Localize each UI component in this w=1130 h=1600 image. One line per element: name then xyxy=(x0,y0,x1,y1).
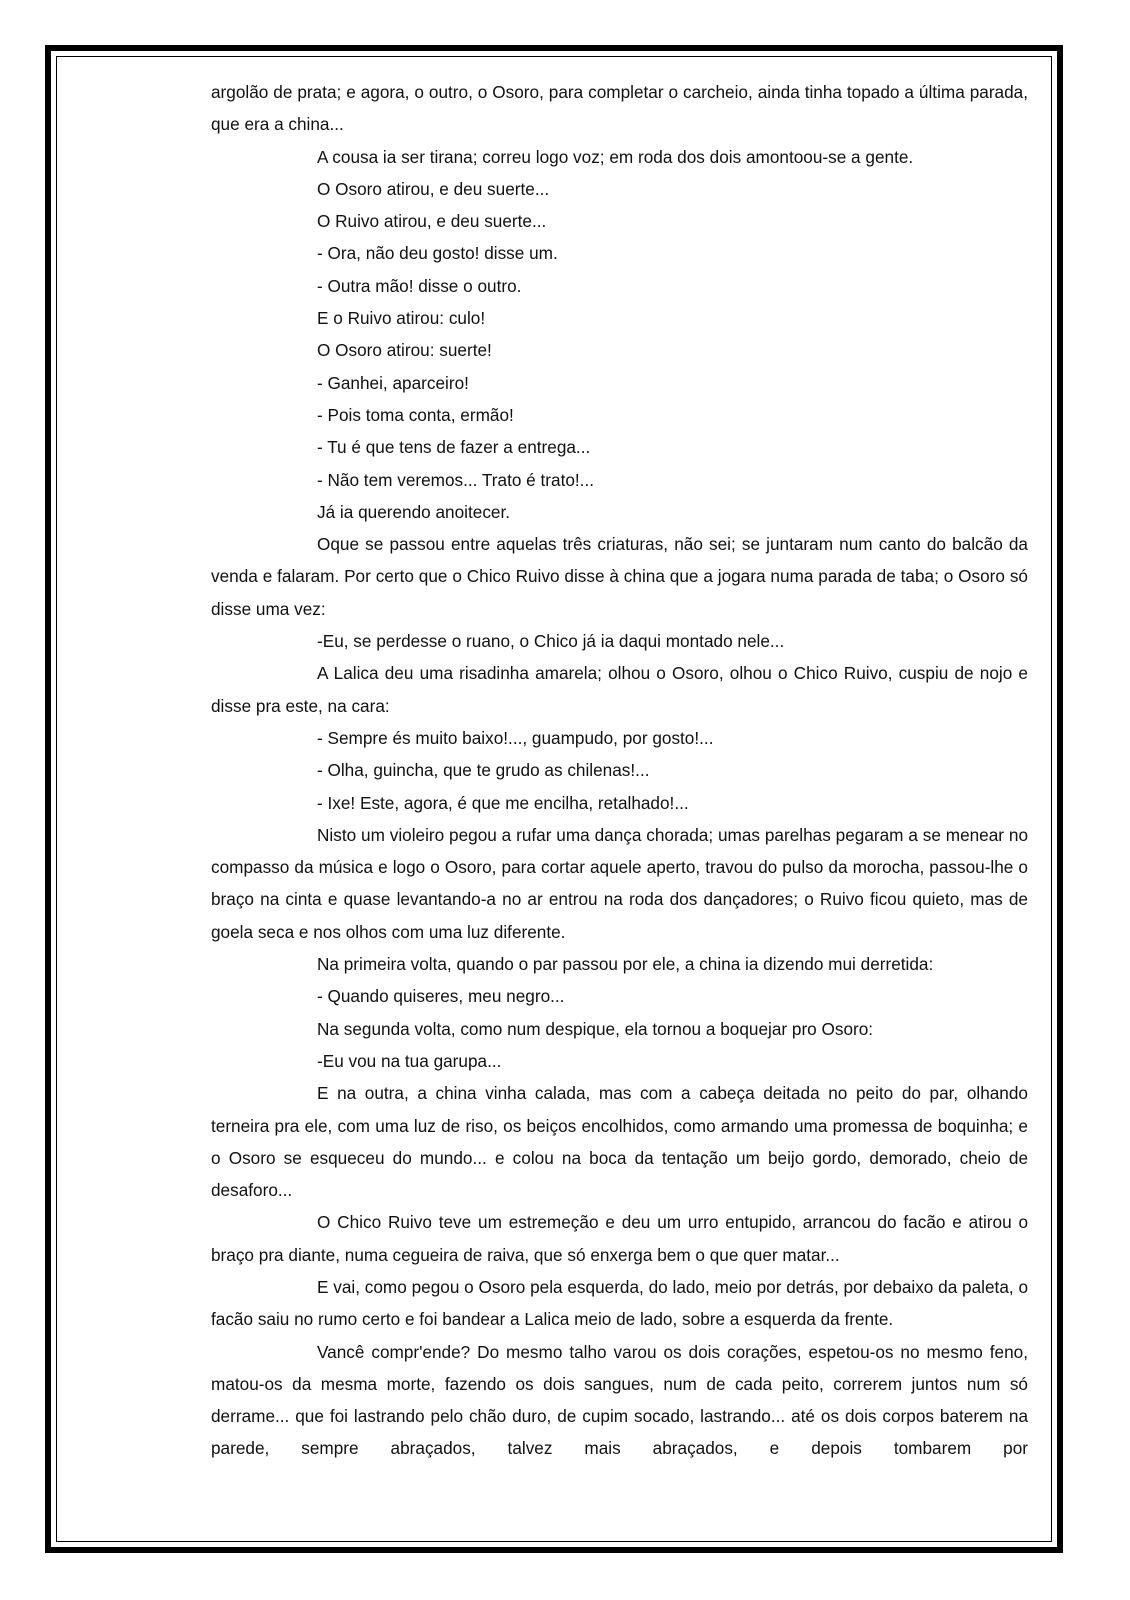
paragraph: Vancê compr'ende? Do mesmo talho varou os dois corações, espetou-os no mesmo feno, matou-os da mesma morte, fazendo os dois sangues, num de cada peito, correrem juntos num só derrame... que foi lastrando pelo chão duro, de cupim socado, lastrando... até os dois corpos baterem na parede, sempre abraçados, talvez mais abraçados, e depois tombarem por xyxy=(211,1341,1028,1459)
paragraph: O Osoro atirou: suerte! xyxy=(317,340,492,361)
paragraph: - Outra mão! disse o outro. xyxy=(317,275,522,296)
paragraph: O Osoro atirou, e deu suerte... xyxy=(317,178,550,199)
paragraph: E vai, como pegou o Osoro pela esquerda, do lado, meio por detrás, por debaixo da paleta, o facão saiu no rumo certo e foi bandear a Lalica meio de lado, sobre a esquerda da frente. xyxy=(211,1276,1028,1330)
paragraph: - Quando quiseres, meu negro... xyxy=(317,986,565,1007)
paragraph: Oque se passou entre aquelas três criaturas, não sei; se juntaram num canto do balcão da venda e falaram. Por certo que o Chico Ruivo disse à china que a jogara numa parada de taba; o Osoro só disse uma vez: xyxy=(211,534,1028,619)
paragraph: - Olha, guincha, que te grudo as chilenas!... xyxy=(317,760,650,781)
paragraph: -Eu vou na tua garupa... xyxy=(317,1050,502,1071)
paragraph: A cousa ia ser tirana; correu logo voz; em roda dos dois amontoou-se a gente. xyxy=(317,146,914,167)
paragraph: - Não tem veremos... Trato é trato!... xyxy=(317,469,595,490)
paragraph: E na outra, a china vinha calada, mas com a cabeça deitada no peito do par, olhando terneira pra ele, com uma luz de riso, os beiços encolhidos, como armando uma promessa de boquinha; e o Osoro se esqueceu do mundo... e colou na boca da tentação um beijo gordo, demorado, cheio de desaforo... xyxy=(211,1083,1028,1201)
paragraph: - Pois toma conta, ermão! xyxy=(317,404,514,425)
paragraph: Na segunda volta, como num despique, ela tornou a boquejar pro Osoro: xyxy=(317,1018,874,1039)
paragraph: argolão de prata; e agora, o outro, o Osoro, para completar o carcheio, ainda tinha topado a última parada, que era a china... xyxy=(211,82,1028,135)
paragraph: - Ixe! Este, agora, é que me encilha, retalhado!... xyxy=(317,792,689,813)
paragraph: O Chico Ruivo teve um estremeção e deu um urro entupido, arrancou do facão e atirou o braço pra diante, numa cegueira de raiva, que só enxerga bem o que quer matar... xyxy=(211,1212,1028,1265)
paragraph: A Lalica deu uma risadinha amarela; olhou o Osoro, olhou o Chico Ruivo, cuspiu de nojo e disse pra este, na cara: xyxy=(211,663,1028,716)
paragraph: - Sempre és muito baixo!..., guampudo, por gosto!... xyxy=(317,727,714,748)
paragraph: E o Ruivo atirou: culo! xyxy=(317,308,486,329)
paragraph: Já ia querendo anoitecer. xyxy=(317,501,511,522)
paragraph: O Ruivo atirou, e deu suerte... xyxy=(317,211,547,232)
paragraph: - Ganhei, aparceiro! xyxy=(317,372,469,393)
paragraph: Na primeira volta, quando o par passou por ele, a china ia dizendo mui derretida: xyxy=(317,954,934,975)
document-body xyxy=(211,76,1028,1465)
paragraph: Nisto um violeiro pegou a rufar uma dança chorada; umas parelhas pegaram a se menear no compasso da música e logo o Osoro, para cortar aquele aperto, travou do pulso da morocha, passou-lhe o braço na cinta e quase levantando-a no ar entrou na roda dos dançadores; o Ruivo ficou quieto, mas de goela seca e nos olhos com uma luz diferente. xyxy=(211,824,1028,942)
paragraph: - Ora, não deu gosto! disse um. xyxy=(317,243,558,264)
paragraph: - Tu é que tens de fazer a entrega... xyxy=(317,437,591,458)
paragraph: -Eu, se perdesse o ruano, o Chico já ia daqui montado nele... xyxy=(317,631,785,652)
